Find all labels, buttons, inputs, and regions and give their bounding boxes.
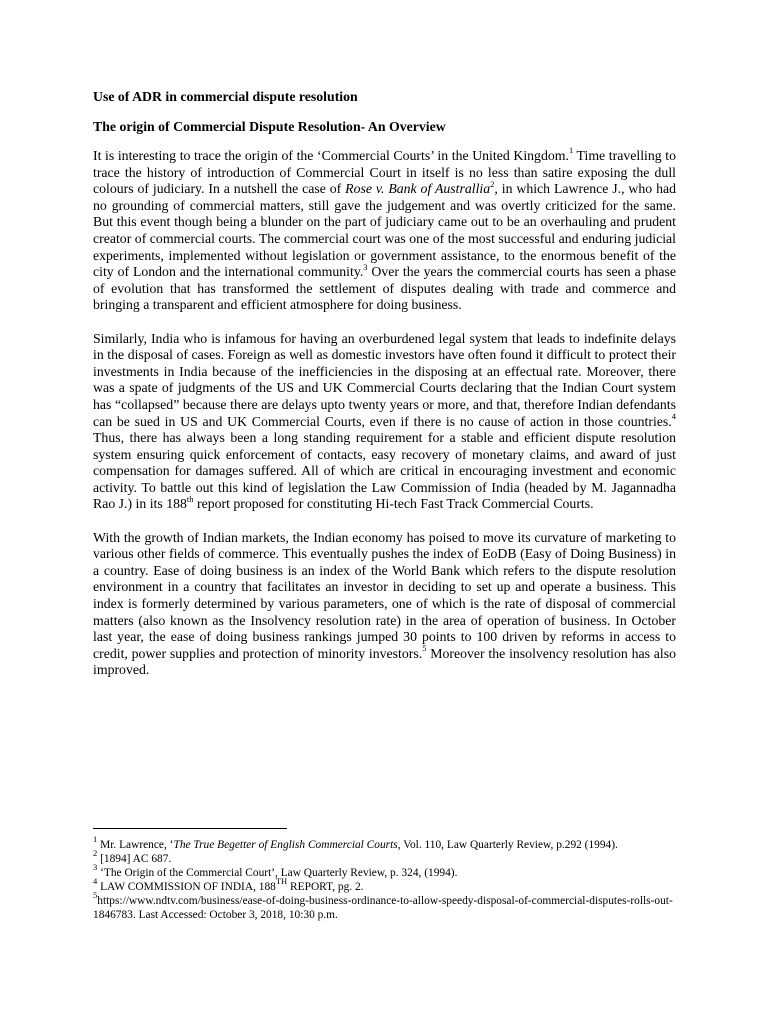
footnote-4	[93, 875, 676, 895]
paragraph-2-text-b: Thus, there has always been a long standing requirement for a stable and efficient dispute resolution system ensuring quick enforcement of contacts, easy recovery of monetary claims, and award of just compensation for damages suffered. All of which are critical in encouraging investment and economic activity. To battle out this kind of legislation the Law Commission of India (headed by M. Jagannadha Rao J.) in its 188	[93, 430, 676, 512]
footnote-4-ordinal: TH	[275, 875, 288, 886]
footnote-4-text-a: LAW COMMISSION OF INDIA, 188	[97, 880, 276, 893]
footnote-5-link[interactable]: https://www.ndtv.com/business/ease-of-doing-business-ordinance-to-allow-speedy-disposal-of-commercial-disputes-rolls-out-1846783	[93, 894, 673, 921]
footnote-2	[93, 848, 676, 867]
footnote-5-number: 5	[93, 889, 98, 900]
paragraph-2-text-a: Similarly, India who is infamous for having an overburdened legal system that leads to indefinite delays in the disposal of cases. Foreign as well as domestic investors have often found it difficult to protect their investments in India because of the inefficiencies in the disposing at an effectual rate. Moreover, there was a spate of judgments of the US and UK Commercial Courts declaring that the Indian Court system has “collapsed” because there are delays upto twenty years or more, and that, therefore Indian defendants can be sued in US and UK Commercial Courts, even if there is no cause of action in those countries.	[93, 330, 676, 429]
paragraph-1-text-c: , in which Lawrence J., who had no grounding of commercial matters, still gave the judgement and was overtly criticized for the same. But this event though being a blunder on the part of judiciary came out to be an overhauling and prudent creator of commercial courts. The commercial court was one of the most successful and enduring judicial experiments, implemented without legislation or government assistance, to the enormous benefit of the city of London and the international community.	[93, 181, 676, 280]
paragraph-1	[93, 145, 676, 314]
footnote-2-text: [1894] AC 687.	[97, 852, 172, 865]
paragraph-1-text-a: It is interesting to trace the origin of the ‘Commercial Courts’ in the United Kingdom.	[93, 148, 569, 163]
footnote-3-text: ‘The Origin of the Commercial Court’, Law Quarterly Review, p. 324, (1994).	[97, 866, 458, 879]
ordinal-suffix: th	[186, 493, 194, 504]
document-title: Use of ADR in commercial dispute resolution	[93, 89, 358, 104]
footnote-separator	[93, 828, 287, 829]
document-body	[93, 88, 676, 696]
footnote-ref-3[interactable]: 3	[363, 261, 368, 272]
footnote-4-text-b: REPORT, pg. 2.	[287, 880, 364, 893]
footnote-ref-2[interactable]: 2	[490, 178, 495, 189]
paragraph-3-text-b: Moreover the insolvency resolution has also improved.	[93, 645, 676, 678]
footnote-4-number: 4	[93, 875, 98, 886]
paragraph-3	[93, 530, 676, 679]
footnote-1	[93, 834, 676, 853]
case-name: Rose v. Bank of Australlia	[345, 181, 491, 197]
footnote-1-number: 1	[93, 834, 98, 845]
section-heading: The origin of Commercial Dispute Resolution- An Overview	[93, 119, 446, 134]
footnote-ref-5[interactable]: 5	[422, 643, 427, 654]
footnote-3	[93, 862, 676, 881]
paragraph-3-text-a: With the growth of Indian markets, the Indian economy has poised to move its curvature of marketing to various other fields of commerce. This eventually pushes the index of EoDB (Easy of Doing Business) in a country. Ease of doing business is an index of the World Bank which refers to the dispute resolution environment in a country that facilitates an investor in deciding to set up and operate a business. This index is formerly determined by various parameters, one of which is the rate of disposal of commercial matters (also known as the Insolvency resolution rate) in the area of operation of business. In October last year, the ease of doing business rankings jumped 30 points to 100 driven by reforms in access to credit, power supplies and protection of minority investors.	[93, 529, 676, 661]
paragraph-2-text-c: report proposed for constituting Hi-tech Fast Track Commercial Courts.	[193, 496, 594, 512]
paragraph-2	[93, 331, 676, 514]
footnote-1-text-a: Mr. Lawrence, ‘	[97, 839, 174, 851]
paragraph-1-text-b: Time travelling to trace the history of introduction of Commercial Court in itself is no less than satire exposing the dull colours of judiciary. In a nutshell the case of	[93, 148, 676, 197]
footnotes-section	[93, 828, 676, 922]
footnote-1-article-title: The True Begetter of English Commercial Courts,	[173, 839, 401, 851]
footnote-5-text: . Last Accessed: October 3, 2018, 10:30 p.m.	[132, 908, 338, 921]
footnote-ref-4[interactable]: 4	[671, 410, 676, 421]
footnote-3-number: 3	[93, 862, 98, 873]
footnote-5	[93, 889, 676, 923]
footnote-1-text-b: Vol. 110, Law Quarterly Review, p.292 (1994).	[400, 839, 618, 851]
footnote-ref-1[interactable]: 1	[568, 145, 574, 156]
footnote-2-number: 2	[93, 848, 98, 859]
paragraph-1-text-d: Over the years the commercial courts has seen a phase of evolution that has transformed the settlement of disputes dealing with trade and commerce and bringing a transparent and efficient atmosphere for doing business.	[93, 264, 676, 313]
